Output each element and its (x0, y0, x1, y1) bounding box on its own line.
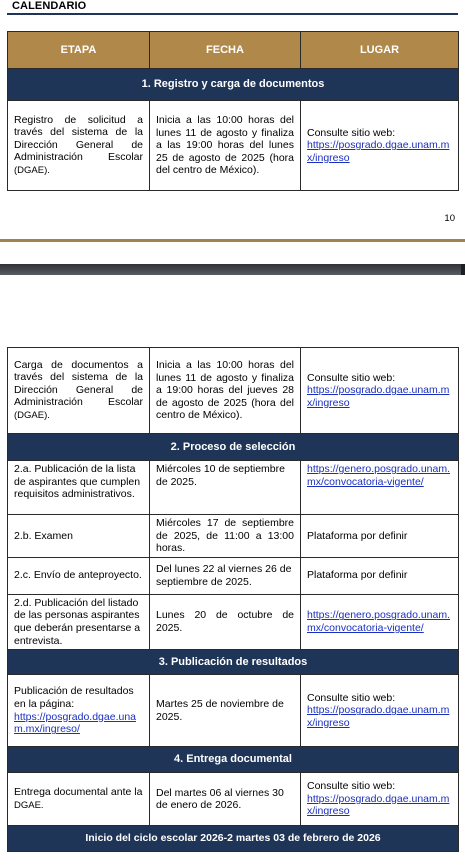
etapa-cell (8, 773, 150, 826)
lugar-link[interactable]: https://genero.posgrado.unam.mx/convocatoria-vigente/ (307, 463, 451, 488)
etapa-link[interactable]: https://posgrado.dgae.unam.mx/ingreso/ (14, 710, 137, 736)
fecha-cell: Lunes 20 de octubre de 2025. (150, 594, 301, 649)
etapa-cell: 2.d. Publicación del listado de las personas aspirantes que deberán presentarse a entrevista. (8, 594, 150, 649)
fecha-cell: Miércoles 17 de septiembre de 2025, de 11:00 a 13:00 horas. (150, 515, 301, 558)
calendar-table-page1 (7, 31, 459, 191)
etapa-cell: 2.c. Envío de anteproyecto. (8, 557, 150, 594)
etapa-text: Publicación de resultados en la página: (14, 685, 134, 711)
lugar-cell: Plataforma por definir (301, 557, 459, 594)
etapa-text: Carga de documentos a través del sistema de la Dirección General de Administración Escolar (14, 358, 143, 409)
section-row (8, 69, 459, 101)
lugar-cell (301, 101, 459, 191)
section-title-4: 4. Entrega documental (8, 747, 459, 773)
page-break-bar (0, 264, 465, 275)
etapa-cell: 2.b. Examen (8, 515, 150, 558)
lugar-link[interactable]: https://posgrado.dgae.unam.mx/ingreso (307, 792, 450, 818)
section-row (8, 747, 459, 773)
lugar-cell: Plataforma por definir (301, 515, 459, 558)
etapa-abbr: DGAE. (14, 799, 44, 811)
etapa-abbr: (DGAE). (14, 409, 50, 421)
header-fecha: FECHA (150, 32, 301, 69)
lugar-text: Consulte sitio web: (307, 691, 396, 704)
fecha-cell: Del martes 06 al viernes 30 de enero de 2026. (150, 773, 301, 826)
footer-row (8, 826, 459, 852)
page-title: CALENDARIO (12, 0, 87, 12)
etapa-text: Registro de solicitud a través del sistema de la Dirección General de Administración Escolar (14, 113, 143, 164)
section-row (8, 434, 459, 461)
lugar-link[interactable]: https://genero.posgrado.unam.mx/convocatoria-vigente/ (307, 609, 451, 634)
table-row (8, 101, 459, 191)
lugar-link[interactable]: https://posgrado.dgae.unam.mx/ingreso (307, 384, 450, 409)
lugar-cell (301, 773, 459, 826)
header-row (8, 32, 459, 69)
lugar-cell (301, 348, 459, 434)
etapa-cell (8, 348, 150, 434)
lugar-link[interactable]: https://posgrado.dgae.unam.mx/ingreso (307, 139, 450, 164)
table-row (8, 348, 459, 434)
section-title-2: 2. Proceso de selección (8, 434, 459, 461)
lugar-text: Consulte sitio web: (307, 780, 396, 793)
header-etapa: ETAPA (8, 32, 150, 69)
table-row (8, 675, 459, 747)
lugar-cell (301, 594, 459, 649)
page-footer-rule (0, 239, 465, 242)
section-title-1: 1. Registro y carga de documentos (8, 69, 459, 101)
fecha-cell: Inicia a las 10:00 horas del lunes 11 de agosto y finaliza a las 19:00 horas del lunes 25 de agosto de 2025 (hora del centro de México). (150, 101, 301, 191)
table-row (8, 594, 459, 649)
header-lugar: LUGAR (301, 32, 459, 69)
table-row (8, 773, 459, 826)
etapa-cell: 2.a. Publicación de la lista de aspirantes que cumplen requisitos administrativos. (8, 461, 150, 515)
footer-text: Inicio del ciclo escolar 2026-2 martes 03 de febrero de 2026 (8, 826, 459, 852)
lugar-cell (301, 675, 459, 747)
page-number: 10 (444, 213, 455, 224)
table-row (8, 557, 459, 594)
etapa-cell (8, 101, 150, 191)
lugar-text: Consulte sitio web: (307, 371, 396, 384)
lugar-link[interactable]: https://posgrado.dgae.unam.mx/ingreso (307, 704, 450, 729)
etapa-text: Entrega documental ante la (14, 786, 143, 799)
page-break-bar-end (461, 264, 465, 275)
fecha-cell: Miércoles 10 de septiembre de 2025. (150, 461, 301, 515)
fecha-cell: Martes 25 de noviembre de 2025. (150, 675, 301, 747)
etapa-abbr: (DGAE). (14, 164, 50, 176)
fecha-cell: Inicia a las 10:00 horas del lunes 11 de agosto y finaliza a 19:00 horas del jueves 28 de agosto de 2025 (hora del centro de México). (150, 348, 301, 434)
etapa-cell (8, 675, 150, 747)
table-row (8, 515, 459, 558)
section-row (8, 650, 459, 675)
calendar-table-page2 (7, 347, 459, 852)
fecha-cell: Del lunes 22 al viernes 26 de septiembre de 2025. (150, 557, 301, 594)
section-title-3: 3. Publicación de resultados (8, 650, 459, 675)
title-rule (7, 13, 458, 15)
lugar-cell (301, 461, 459, 515)
lugar-text: Consulte sitio web: (307, 126, 396, 139)
table-row (8, 461, 459, 515)
